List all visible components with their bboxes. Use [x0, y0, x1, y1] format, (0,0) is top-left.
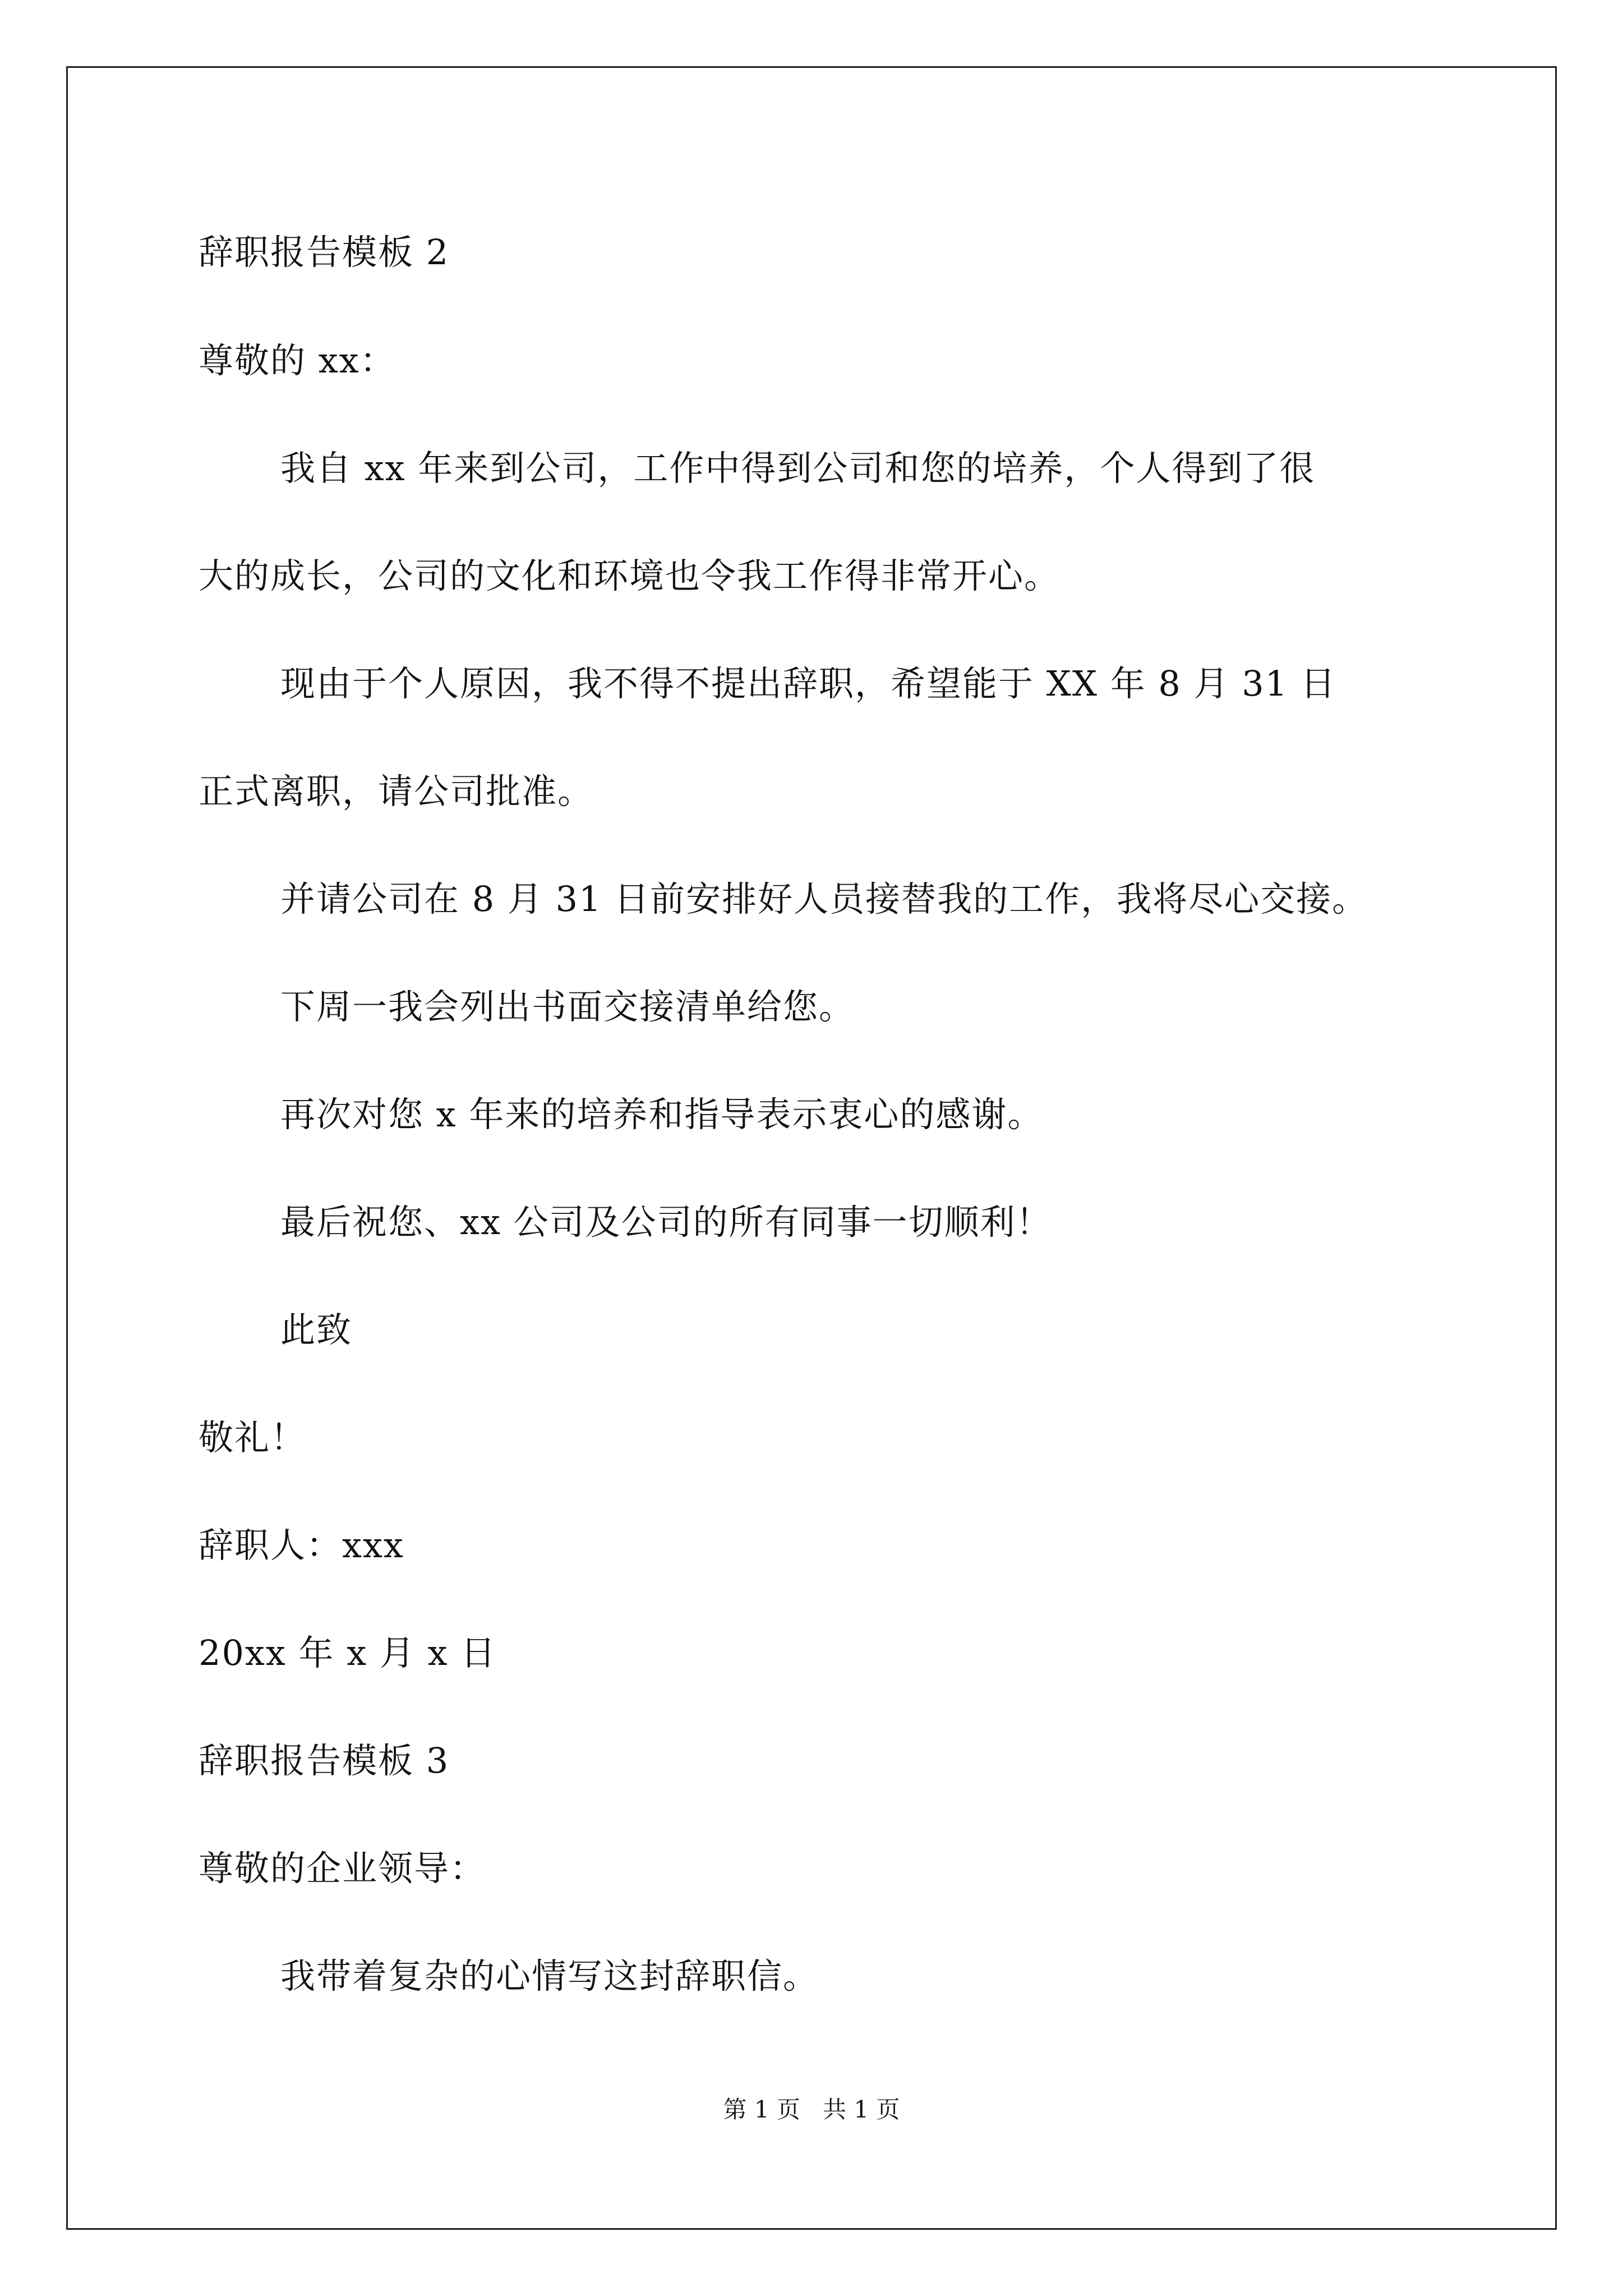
paragraph-line: 正式离职，请公司批准。: [199, 771, 594, 812]
paragraph-line: 再次对您 x 年来的培养和指导表示衷心的感谢。: [280, 1094, 1044, 1135]
page-footer: 第 1 页 共 1 页: [723, 2096, 900, 2123]
signature-name: 辞职人：xxx: [199, 1525, 404, 1566]
page-border: [66, 66, 1557, 2230]
salutation: 尊敬的 xx：: [199, 340, 396, 381]
paragraph-line: 我自 xx 年来到公司，工作中得到公司和您的培养，个人得到了很: [280, 448, 1316, 489]
section-heading-template-2: 辞职报告模板 2: [199, 232, 450, 273]
salutation: 尊敬的企业领导：: [199, 1848, 486, 1889]
paragraph-line: 我带着复杂的心情写这封辞职信。: [280, 1955, 819, 1996]
paragraph-line: 并请公司在 8 月 31 日前安排好人员接替我的工作，我将尽心交接。: [280, 878, 1368, 919]
paragraph-line: 现由于个人原因，我不得不提出辞职，希望能于 XX 年 8 月 31 日: [280, 663, 1336, 704]
paragraph-line: 最后祝您、xx 公司及公司的所有同事一切顺利！: [280, 1202, 1052, 1243]
signature-date: 20xx 年 x 月 x 日: [199, 1632, 497, 1673]
paragraph-line: 大的成长，公司的文化和环境也令我工作得非常开心。: [199, 555, 1061, 596]
closing-regards: 敬礼！: [199, 1417, 307, 1458]
closing-line: 此致: [280, 1309, 353, 1350]
section-heading-template-3: 辞职报告模板 3: [199, 1740, 450, 1781]
paragraph-line: 下周一我会列出书面交接清单给您。: [280, 986, 855, 1027]
